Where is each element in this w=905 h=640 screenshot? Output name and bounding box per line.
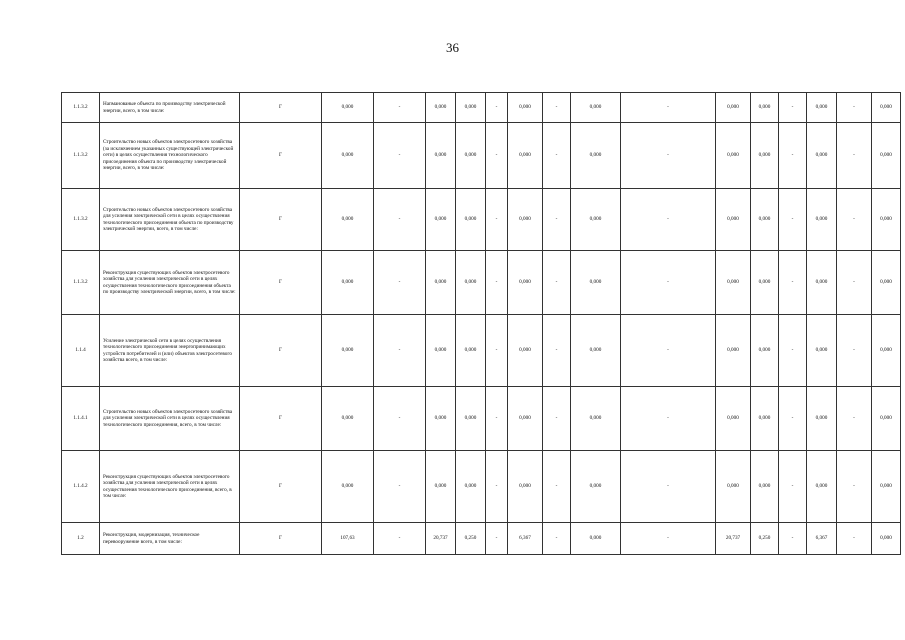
row-value: - (543, 93, 571, 123)
row-code: 1.1.3.2 (62, 123, 100, 189)
row-name: Строительство новых объектов электросетевого хозяйства (за исключением указанных существующей электрической сети) в целях осуществления технологического присоединения объекта по производству электрической энергии, всего, в том числе: (100, 123, 240, 189)
row-value: 0,000 (456, 123, 486, 189)
row-value: 0,000 (751, 251, 779, 315)
table-row (62, 523, 901, 555)
row-value: - (543, 123, 571, 189)
row-value: - (779, 387, 807, 451)
row-value: 0,250 (751, 523, 779, 555)
row-name: Усиление электрической сети в целях осуществления технологического присоединения энергопринимающих устройств потребителей и (или) объектов электросетевого хозяйства всего, в том числе: (100, 315, 240, 387)
row-value: 0,000 (508, 93, 543, 123)
row-value: 0,000 (426, 189, 456, 251)
row-value: 20,737 (426, 523, 456, 555)
table-row (62, 387, 901, 451)
table-row (62, 251, 901, 315)
row-value: 0,000 (508, 189, 543, 251)
row-value: 0,000 (426, 387, 456, 451)
row-value: 0,000 (508, 123, 543, 189)
row-value: - (779, 523, 807, 555)
row-value: - (779, 451, 807, 523)
row-value: 0,000 (571, 315, 621, 387)
row-value: 0,000 (322, 123, 374, 189)
row-value: 0,000 (456, 451, 486, 523)
row-value: 0,000 (751, 93, 779, 123)
table-row (62, 93, 901, 123)
row-value: 0,000 (716, 189, 751, 251)
row-code: 1.1.3.2 (62, 93, 100, 123)
row-value: 0,000 (751, 387, 779, 451)
row-value: - (621, 189, 716, 251)
row-code: 1.1.4.1 (62, 387, 100, 451)
row-value: - (621, 315, 716, 387)
row-value: - (374, 251, 426, 315)
row-value: 0,000 (508, 251, 543, 315)
row-name: Строительство новых объектов электросетевого хозяйства для усиления электрической сети в целях осуществления технологического присоединения объекта по производству электрической энергии, всего, в том числе: (100, 189, 240, 251)
row-value: 0,000 (456, 189, 486, 251)
row-value: 0,000 (426, 123, 456, 189)
row-code: 1.1.3.2 (62, 251, 100, 315)
row-value: - (374, 523, 426, 555)
row-value: 0,000 (716, 387, 751, 451)
row-value: - (621, 123, 716, 189)
row-value: - (837, 189, 872, 251)
row-value: - (837, 387, 872, 451)
row-value: - (486, 251, 508, 315)
row-value: - (621, 451, 716, 523)
row-value: - (779, 123, 807, 189)
row-value: 0,250 (456, 523, 486, 555)
row-value: - (779, 315, 807, 387)
row-value: 0,000 (807, 451, 837, 523)
row-value: - (486, 315, 508, 387)
row-value: 0,000 (571, 189, 621, 251)
row-value: 0,000 (872, 123, 901, 189)
row-value: 0,000 (872, 315, 901, 387)
row-value: - (621, 387, 716, 451)
row-value: 6,367 (807, 523, 837, 555)
data-table (61, 92, 901, 555)
row-value: - (374, 189, 426, 251)
row-value: 0,000 (571, 451, 621, 523)
row-value: 0,000 (751, 451, 779, 523)
row-value: - (779, 251, 807, 315)
row-unit: Г (240, 387, 322, 451)
row-value: 0,000 (751, 123, 779, 189)
row-value: - (837, 451, 872, 523)
row-value: - (374, 315, 426, 387)
row-value: - (543, 387, 571, 451)
row-value: 0,000 (807, 189, 837, 251)
row-value: - (374, 93, 426, 123)
row-value: 0,000 (322, 189, 374, 251)
row-value: 0,000 (426, 93, 456, 123)
row-unit: Г (240, 189, 322, 251)
row-value: - (374, 451, 426, 523)
row-unit: Г (240, 251, 322, 315)
row-value: - (486, 189, 508, 251)
row-value: 0,000 (322, 387, 374, 451)
row-value: 0,000 (426, 451, 456, 523)
row-value: - (374, 123, 426, 189)
row-name: Реконструкция существующих объектов электросетевого хозяйства для усиления электрической сети в целях осуществления технологического присоединения объекта по производству электрической энергии, всего, в том числе: (100, 251, 240, 315)
row-value: 0,000 (807, 123, 837, 189)
row-value: - (486, 451, 508, 523)
row-value: - (543, 523, 571, 555)
row-value: - (543, 451, 571, 523)
row-value: 0,000 (426, 251, 456, 315)
row-name: Напманованые объекта по производству электрической энергии, всего, в том числе: (100, 93, 240, 123)
row-value: 0,000 (322, 451, 374, 523)
row-value: 0,000 (508, 315, 543, 387)
row-unit: Г (240, 123, 322, 189)
row-unit: Г (240, 451, 322, 523)
row-value: 0,000 (571, 93, 621, 123)
row-value: 0,000 (456, 315, 486, 387)
table-row (62, 451, 901, 523)
row-value: 0,000 (872, 451, 901, 523)
page-number: 36 (446, 40, 459, 55)
row-unit: Г (240, 315, 322, 387)
row-unit: Г (240, 93, 322, 123)
row-value: - (779, 189, 807, 251)
row-value: 0,000 (872, 93, 901, 123)
row-value: 0,000 (807, 251, 837, 315)
row-value: 0,000 (807, 93, 837, 123)
row-value: - (837, 523, 872, 555)
table-row (62, 315, 901, 387)
row-value: 0,000 (716, 251, 751, 315)
row-value: 0,000 (322, 251, 374, 315)
row-value: 0,000 (716, 315, 751, 387)
row-value: 0,000 (716, 123, 751, 189)
row-value: 0,000 (571, 123, 621, 189)
row-value: - (543, 189, 571, 251)
row-value: 107,63 (322, 523, 374, 555)
row-value: 0,000 (716, 93, 751, 123)
row-value: 0,000 (322, 93, 374, 123)
row-value: 0,000 (571, 523, 621, 555)
row-name: Реконструкция существующих объектов электросетевого хозяйства для усиления электрической сети в целях осуществления технологического присоединения, всего, в том числе: (100, 451, 240, 523)
row-value: - (621, 251, 716, 315)
row-name: Реконструкция, модернизация, техническое перевооружение всего, в том числе: (100, 523, 240, 555)
row-value: 20,737 (716, 523, 751, 555)
row-value: 0,000 (456, 387, 486, 451)
row-unit: Г (240, 523, 322, 555)
row-value: 0,000 (508, 451, 543, 523)
row-value: 0,000 (571, 251, 621, 315)
table-row (62, 123, 901, 189)
row-value: - (486, 93, 508, 123)
row-value: 0,000 (456, 251, 486, 315)
row-value: 0,000 (571, 387, 621, 451)
row-value: - (837, 251, 872, 315)
row-value: 0,000 (716, 451, 751, 523)
row-value: - (486, 523, 508, 555)
row-value: - (837, 123, 872, 189)
row-value: 0,000 (872, 251, 901, 315)
row-value: 0,000 (322, 315, 374, 387)
row-value: - (543, 315, 571, 387)
row-value: - (837, 315, 872, 387)
row-value: - (621, 523, 716, 555)
row-value: 6,367 (508, 523, 543, 555)
table-body (62, 93, 901, 555)
row-value: 0,000 (751, 315, 779, 387)
row-value: 0,000 (872, 189, 901, 251)
row-value: 0,000 (872, 387, 901, 451)
row-value: - (486, 123, 508, 189)
row-value: 0,000 (508, 387, 543, 451)
row-value: 0,000 (751, 189, 779, 251)
row-value: 0,000 (456, 93, 486, 123)
row-value: 0,000 (426, 315, 456, 387)
row-value: 0,000 (807, 315, 837, 387)
row-name: Строительство новых объектов электросетевого хозяйства для усиления электрической сети в целях осуществления технологического присоединения, всего, в том числе: (100, 387, 240, 451)
row-value: 0,000 (807, 387, 837, 451)
row-code: 1.1.4.2 (62, 451, 100, 523)
row-code: 1.1.3.2 (62, 189, 100, 251)
row-code: 1.1.4 (62, 315, 100, 387)
row-value: - (779, 93, 807, 123)
row-code: 1.2 (62, 523, 100, 555)
row-value: - (621, 93, 716, 123)
table-row (62, 189, 901, 251)
row-value: - (543, 251, 571, 315)
row-value: - (486, 387, 508, 451)
row-value: - (374, 387, 426, 451)
row-value: - (837, 93, 872, 123)
row-value: 0,000 (872, 523, 901, 555)
